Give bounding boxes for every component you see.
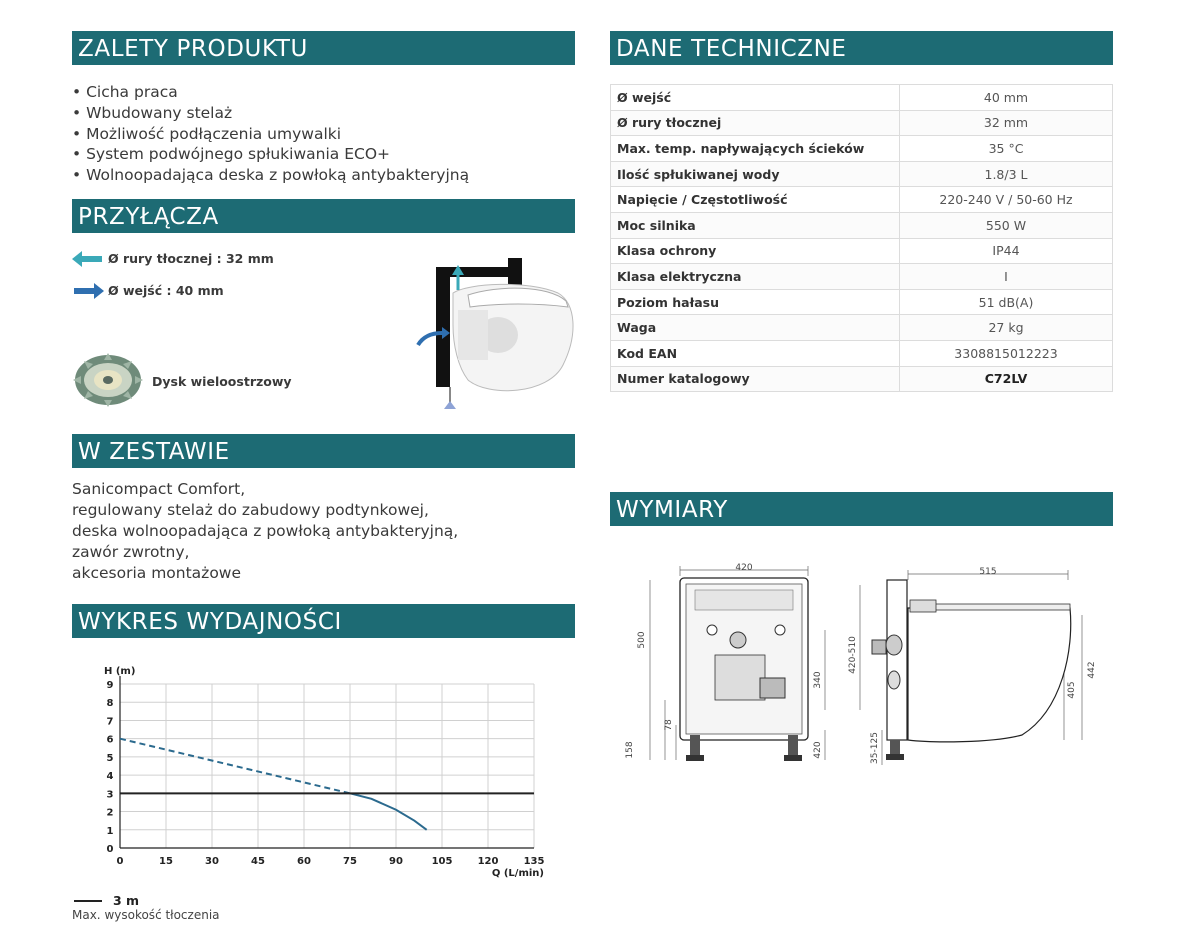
list-item: akcesoria montażowe [72, 564, 242, 582]
list-item: deska wolnoopadająca z powłoką antybakteryjną, [72, 522, 459, 540]
spec-value: 3308815012223 [900, 340, 1113, 366]
legend-value: 3 m [113, 893, 140, 908]
list-item: • Wbudowany stelaż [72, 103, 469, 124]
y-tick-label: 7 [106, 716, 114, 728]
x-tick-label: 120 [477, 856, 499, 867]
inlet-label: Ø wejść : 40 mm [108, 283, 224, 298]
performance-header: WYKRES WYDAJNOŚCI [72, 604, 575, 638]
outlet-arrow-icon [72, 250, 104, 268]
table-row [611, 264, 1113, 290]
table-row [611, 340, 1113, 366]
spec-value: 1.8/3 L [900, 161, 1113, 187]
x-tick-label: 135 [523, 856, 545, 867]
list-item: • Możliwość podłączenia umywalki [72, 124, 469, 145]
spec-value: 35 °C [900, 136, 1113, 162]
table-row [611, 315, 1113, 341]
dim-front-height: 500 [637, 631, 647, 649]
spec-value: 40 mm [900, 85, 1113, 111]
side-view-drawing [842, 560, 1102, 770]
dim-front-width: 420 [735, 563, 753, 573]
y-axis-label: H (m) [104, 666, 136, 677]
y-tick-label: 5 [106, 752, 114, 764]
x-tick-label: 90 [389, 856, 403, 867]
y-tick-label: 0 [106, 844, 114, 855]
y-tick-label: 8 [106, 698, 114, 710]
advantages-list [72, 82, 469, 186]
list-item: • Cicha praca [72, 82, 469, 103]
x-tick-label: 75 [343, 856, 357, 867]
spec-key: Napięcie / Częstotliwość [611, 187, 900, 213]
front-view-drawing [620, 560, 840, 770]
y-tick-label: 6 [106, 734, 114, 746]
specs-header: DANE TECHNICZNE [610, 31, 1113, 65]
spec-value: I [900, 264, 1113, 290]
spec-key: Numer katalogowy [611, 366, 900, 392]
x-tick-label: 30 [205, 856, 219, 867]
spec-key: Poziom hałasu [611, 289, 900, 315]
advantages-header: ZALETY PRODUKTU [72, 31, 575, 65]
dim-side-width: 515 [979, 567, 997, 577]
spec-key: Max. temp. napływających ścieków [611, 136, 900, 162]
spec-value: 27 kg [900, 315, 1113, 341]
series-line [120, 739, 350, 794]
blade-label: Dysk wieloostrzowy [152, 374, 292, 389]
outlet-label: Ø rury tłocznej : 32 mm [108, 251, 274, 266]
y-tick-label: 3 [106, 789, 114, 801]
x-tick-label: 0 [116, 856, 124, 867]
dim-front-leg: 420 [813, 741, 823, 759]
spec-value: 220-240 V / 50-60 Hz [900, 187, 1113, 213]
list-item: zawór zwrotny, [72, 543, 190, 561]
spec-value: C72LV [900, 366, 1113, 392]
y-tick-label: 2 [106, 807, 114, 819]
spec-value: IP44 [900, 238, 1113, 264]
x-tick-label: 45 [251, 856, 265, 867]
spec-key: Ø rury tłocznej [611, 110, 900, 136]
x-tick-label: 105 [431, 856, 453, 867]
y-tick-label: 9 [106, 680, 114, 691]
dim-front-158: 158 [625, 741, 635, 759]
dimensions-header: WYMIARY [610, 492, 1113, 526]
spec-key: Klasa elektryczna [611, 264, 900, 290]
blade-disc-icon [72, 352, 144, 408]
table-row [611, 212, 1113, 238]
legend-label: Max. wysokość tłoczenia [72, 908, 220, 922]
dim-front-inner: 340 [813, 671, 823, 689]
y-tick-label: 4 [106, 771, 114, 783]
legend-line [74, 900, 102, 902]
spec-key: Moc silnika [611, 212, 900, 238]
spec-value: 550 W [900, 212, 1113, 238]
spec-key: Ilość spłukiwanej wody [611, 161, 900, 187]
spec-value: 32 mm [900, 110, 1113, 136]
spec-key: Kod EAN [611, 340, 900, 366]
spec-key: Ø wejść [611, 85, 900, 111]
list-item: Sanicompact Comfort, [72, 480, 246, 498]
performance-chart [80, 656, 560, 888]
spec-value: 51 dB(A) [900, 289, 1113, 315]
kit-list [72, 479, 458, 584]
table-row [611, 366, 1113, 392]
list-item: • Wolnoopadająca deska z powłoką antybakteryjną [72, 165, 469, 186]
kit-header: W ZESTAWIE [72, 434, 575, 468]
table-row [611, 161, 1113, 187]
dim-side-frame: 420-510 [848, 636, 858, 674]
x-tick-label: 60 [297, 856, 311, 867]
dim-side-442: 442 [1087, 661, 1097, 679]
table-row [611, 136, 1113, 162]
connections-header: PRZYŁĄCZA [72, 199, 575, 233]
dim-side-leg: 35-125 [870, 732, 880, 764]
x-axis-label: Q (L/min) [491, 868, 544, 879]
dim-front-78: 78 [664, 719, 674, 731]
toilet-product-image [408, 255, 578, 415]
table-row [611, 289, 1113, 315]
x-tick-label: 15 [159, 856, 173, 867]
spec-key: Waga [611, 315, 900, 341]
table-row [611, 85, 1113, 111]
spec-key: Klasa ochrony [611, 238, 900, 264]
list-item: regulowany stelaż do zabudowy podtynkowej, [72, 501, 429, 519]
inlet-arrow-icon [72, 282, 104, 300]
dim-side-405: 405 [1067, 681, 1077, 699]
specs-table [610, 84, 1113, 392]
table-row [611, 187, 1113, 213]
y-tick-label: 1 [106, 825, 114, 837]
table-row [611, 238, 1113, 264]
table-row [611, 110, 1113, 136]
list-item: • System podwójnego spłukiwania ECO+ [72, 144, 469, 165]
